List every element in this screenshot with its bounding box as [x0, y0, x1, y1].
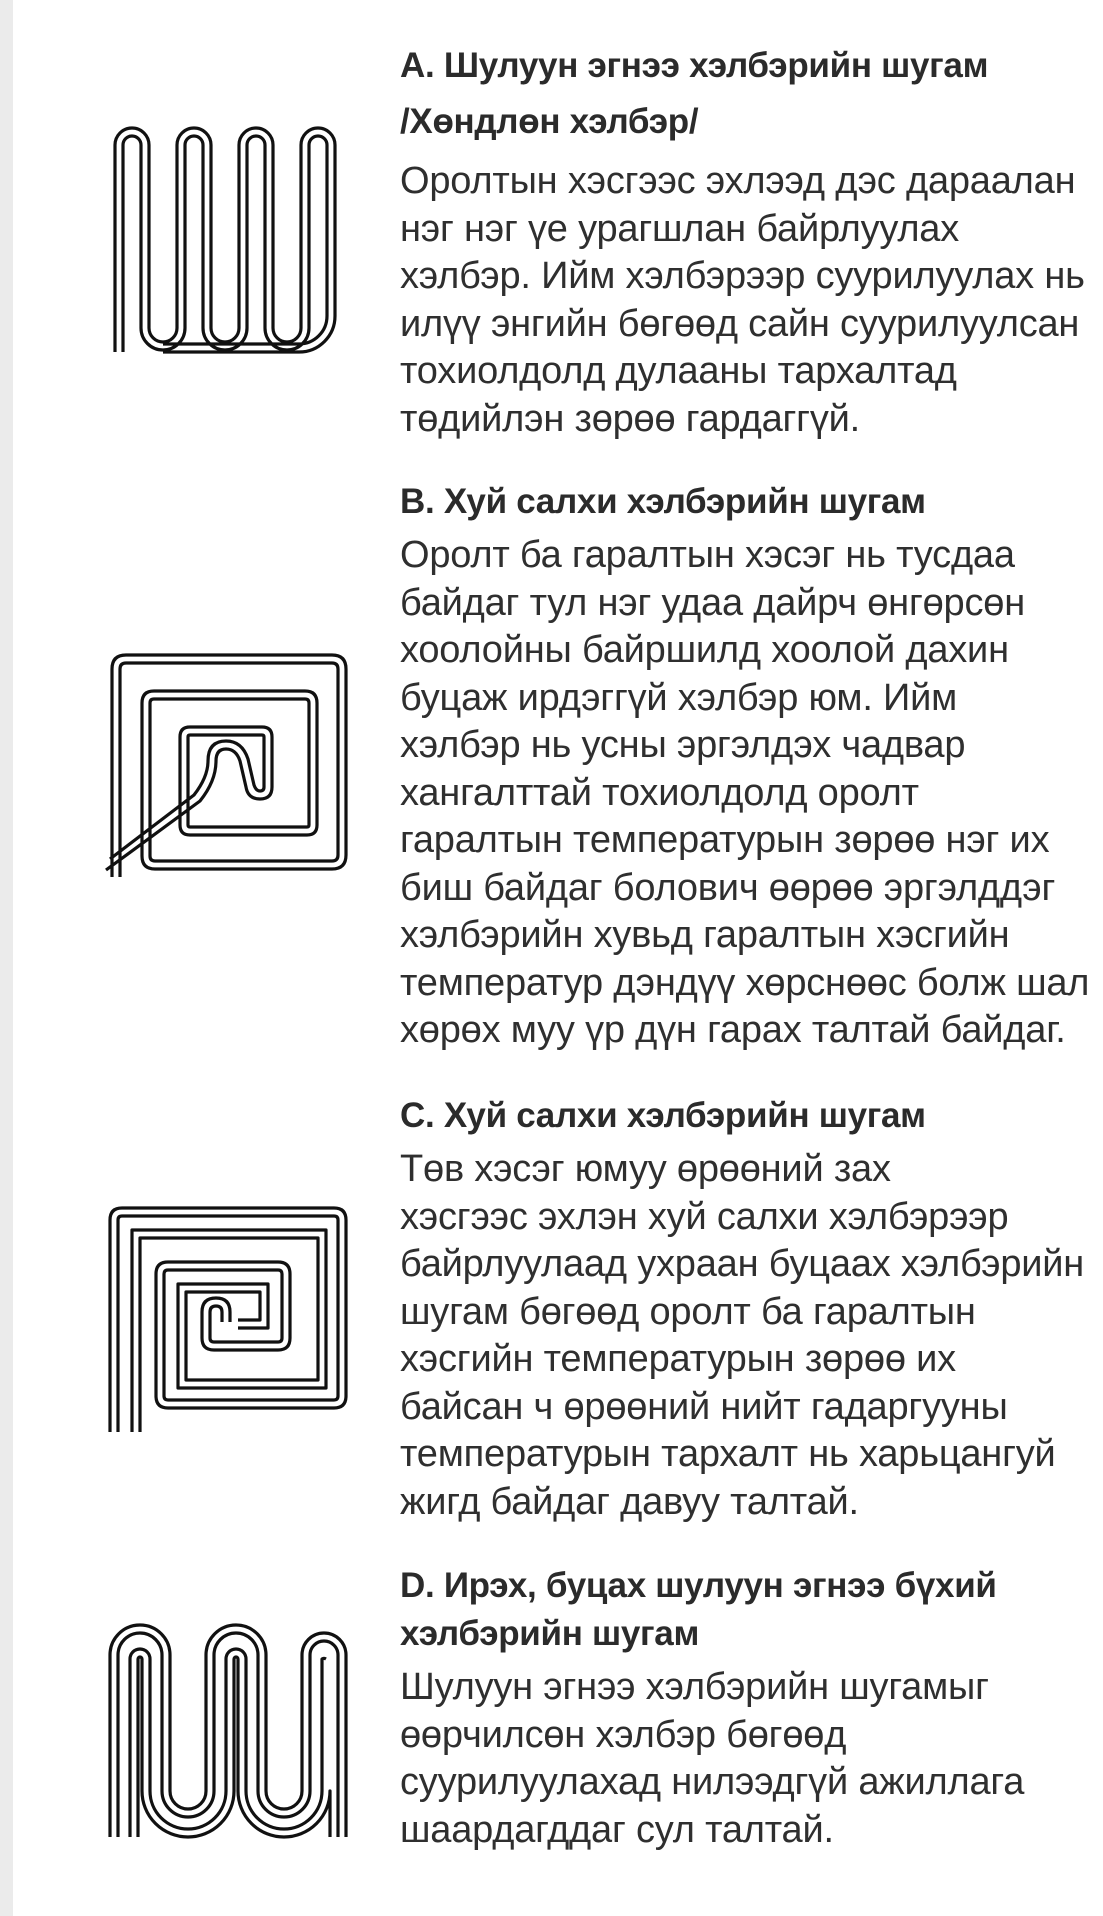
section-a-heading-line: A. Шулуун эгнээ хэлбэрийн шугам	[400, 46, 989, 85]
section-d-heading	[400, 1562, 1090, 1658]
section-d-body-line: Шулуун эгнээ хэлбэрийн шугамыг	[400, 1666, 989, 1708]
section-b-text	[400, 478, 1090, 1055]
section-c-diagram-svg	[100, 1200, 360, 1440]
section-d-body-line: шаардагддаг сул талтай.	[400, 1808, 834, 1851]
section-a-body-line: хэлбэр. Ийм хэлбэрээр суурилуулах нь	[400, 255, 1085, 297]
section-a-body-line: төдийлэн зөрөө гардаггүй.	[400, 397, 861, 440]
section-a-body	[400, 158, 1090, 443]
section-b-body-line: гаралтын температурын зөрөө нэг их	[400, 819, 1050, 861]
section-d-body-line: өөрчилсөн хэлбэр бөгөөд	[400, 1713, 847, 1756]
section-a-body-line: Оролтын хэсгээс эхлээд дэс дараалан	[400, 160, 1076, 202]
double-serpentine-pipe-icon	[100, 1615, 360, 1845]
section-b-body-line: буцаж ирдэггүй хэлбэр юм. Ийм	[400, 676, 958, 719]
left-margin-strip	[0, 0, 13, 1916]
section-b-body-line: хангалттай тохиолдолд оролт	[400, 771, 919, 814]
section-d-text	[400, 1562, 1090, 1854]
section-d-body	[400, 1664, 1090, 1854]
section-d-heading-line: D. Ирэх, буцах шулуун эгнээ бүхий	[400, 1566, 997, 1605]
section-b-diagram-svg	[100, 645, 360, 885]
section-a-body-line: тохиолдолд дулааны тархалтад	[400, 350, 957, 392]
section-c-pipe-return	[132, 1230, 326, 1432]
counterflow-spiral-pipe-icon	[100, 1200, 360, 1440]
section-b-body-line: хөрөх муу үр дүн гарах талтай байдаг.	[400, 1009, 1066, 1051]
section-a-text	[400, 38, 1090, 443]
section-a-pipe-inner	[123, 136, 327, 352]
section-c-body-line: байсан ч өрөөний нийт гадаргууны	[400, 1385, 1008, 1428]
section-b-body	[400, 532, 1090, 1055]
section-b-body-line: Оролт ба гаралтын хэсэг нь тусдаа	[400, 534, 1015, 576]
section-c-body-line: шугам бөгөөд оролт ба гаралтын	[400, 1290, 976, 1333]
section-b-heading	[400, 478, 1090, 526]
section-d-body-line: суурилуулахад нилээдгүй ажиллага	[400, 1761, 1025, 1803]
section-b-body-line: температур дэндүү хөрснөөс болж шал	[400, 961, 1090, 1004]
section-b-heading-line: B. Хуй салхи хэлбэрийн шугам	[400, 482, 926, 521]
section-d-diagram-svg	[100, 1615, 360, 1845]
section-c-body-line: температурын тархалт нь харьцангуй	[400, 1433, 1056, 1475]
section-c-body-line: Төв хэсэг юмуу өрөөний зах	[400, 1148, 891, 1190]
section-b-body-line: биш байдаг болович өөрөө эргэлддэг	[400, 866, 1056, 909]
spiral-single-pipe-icon	[100, 645, 360, 885]
section-c-pipe-inner	[118, 1216, 338, 1432]
section-a-heading-line: /Хөндлөн хэлбэр/	[400, 102, 699, 141]
section-a-body-line: нэг нэг үе урагшлан байрлуулах	[400, 207, 960, 250]
section-c-body-line: жигд байдаг давуу талтай.	[400, 1480, 859, 1523]
section-a-body-line: илүү энгийн бөгөөд сайн суурилуулсан	[400, 302, 1080, 345]
section-d-pipe-third	[130, 1649, 326, 1837]
section-c-body-line: хэсгээс эхлэн хуй салхи хэлбэрээр	[400, 1195, 1009, 1238]
section-b-body-line: байдаг тул нэг удаа дайрч өнгөрсөн	[400, 581, 1025, 624]
section-b-body-line: хэлбэр нь усны эргэлдэх чадвар	[400, 724, 966, 766]
section-a-heading	[400, 38, 1090, 150]
section-c-text	[400, 1092, 1090, 1526]
section-c-body	[400, 1146, 1090, 1526]
section-a-diagram-svg	[100, 120, 360, 360]
section-c-heading-line: C. Хуй салхи хэлбэрийн шугам	[400, 1096, 926, 1135]
section-a-pipe-outer	[115, 128, 335, 352]
section-b-body-line: хоолойны байршилд хоолой дахин	[400, 629, 1009, 671]
section-b-body-line: хэлбэрийн хувьд гаралтын хэсгийн	[400, 914, 1010, 956]
section-c-heading	[400, 1092, 1090, 1140]
section-c-body-line: хэсгийн температурын зөрөө их	[400, 1338, 956, 1380]
section-d-heading-line: хэлбэрийн шугам	[400, 1614, 700, 1653]
serpentine-floor-heating-pipe-icon	[100, 120, 360, 360]
section-c-body-line: байрлуулаад ухраан буцаах хэлбэрийн	[400, 1243, 1085, 1285]
